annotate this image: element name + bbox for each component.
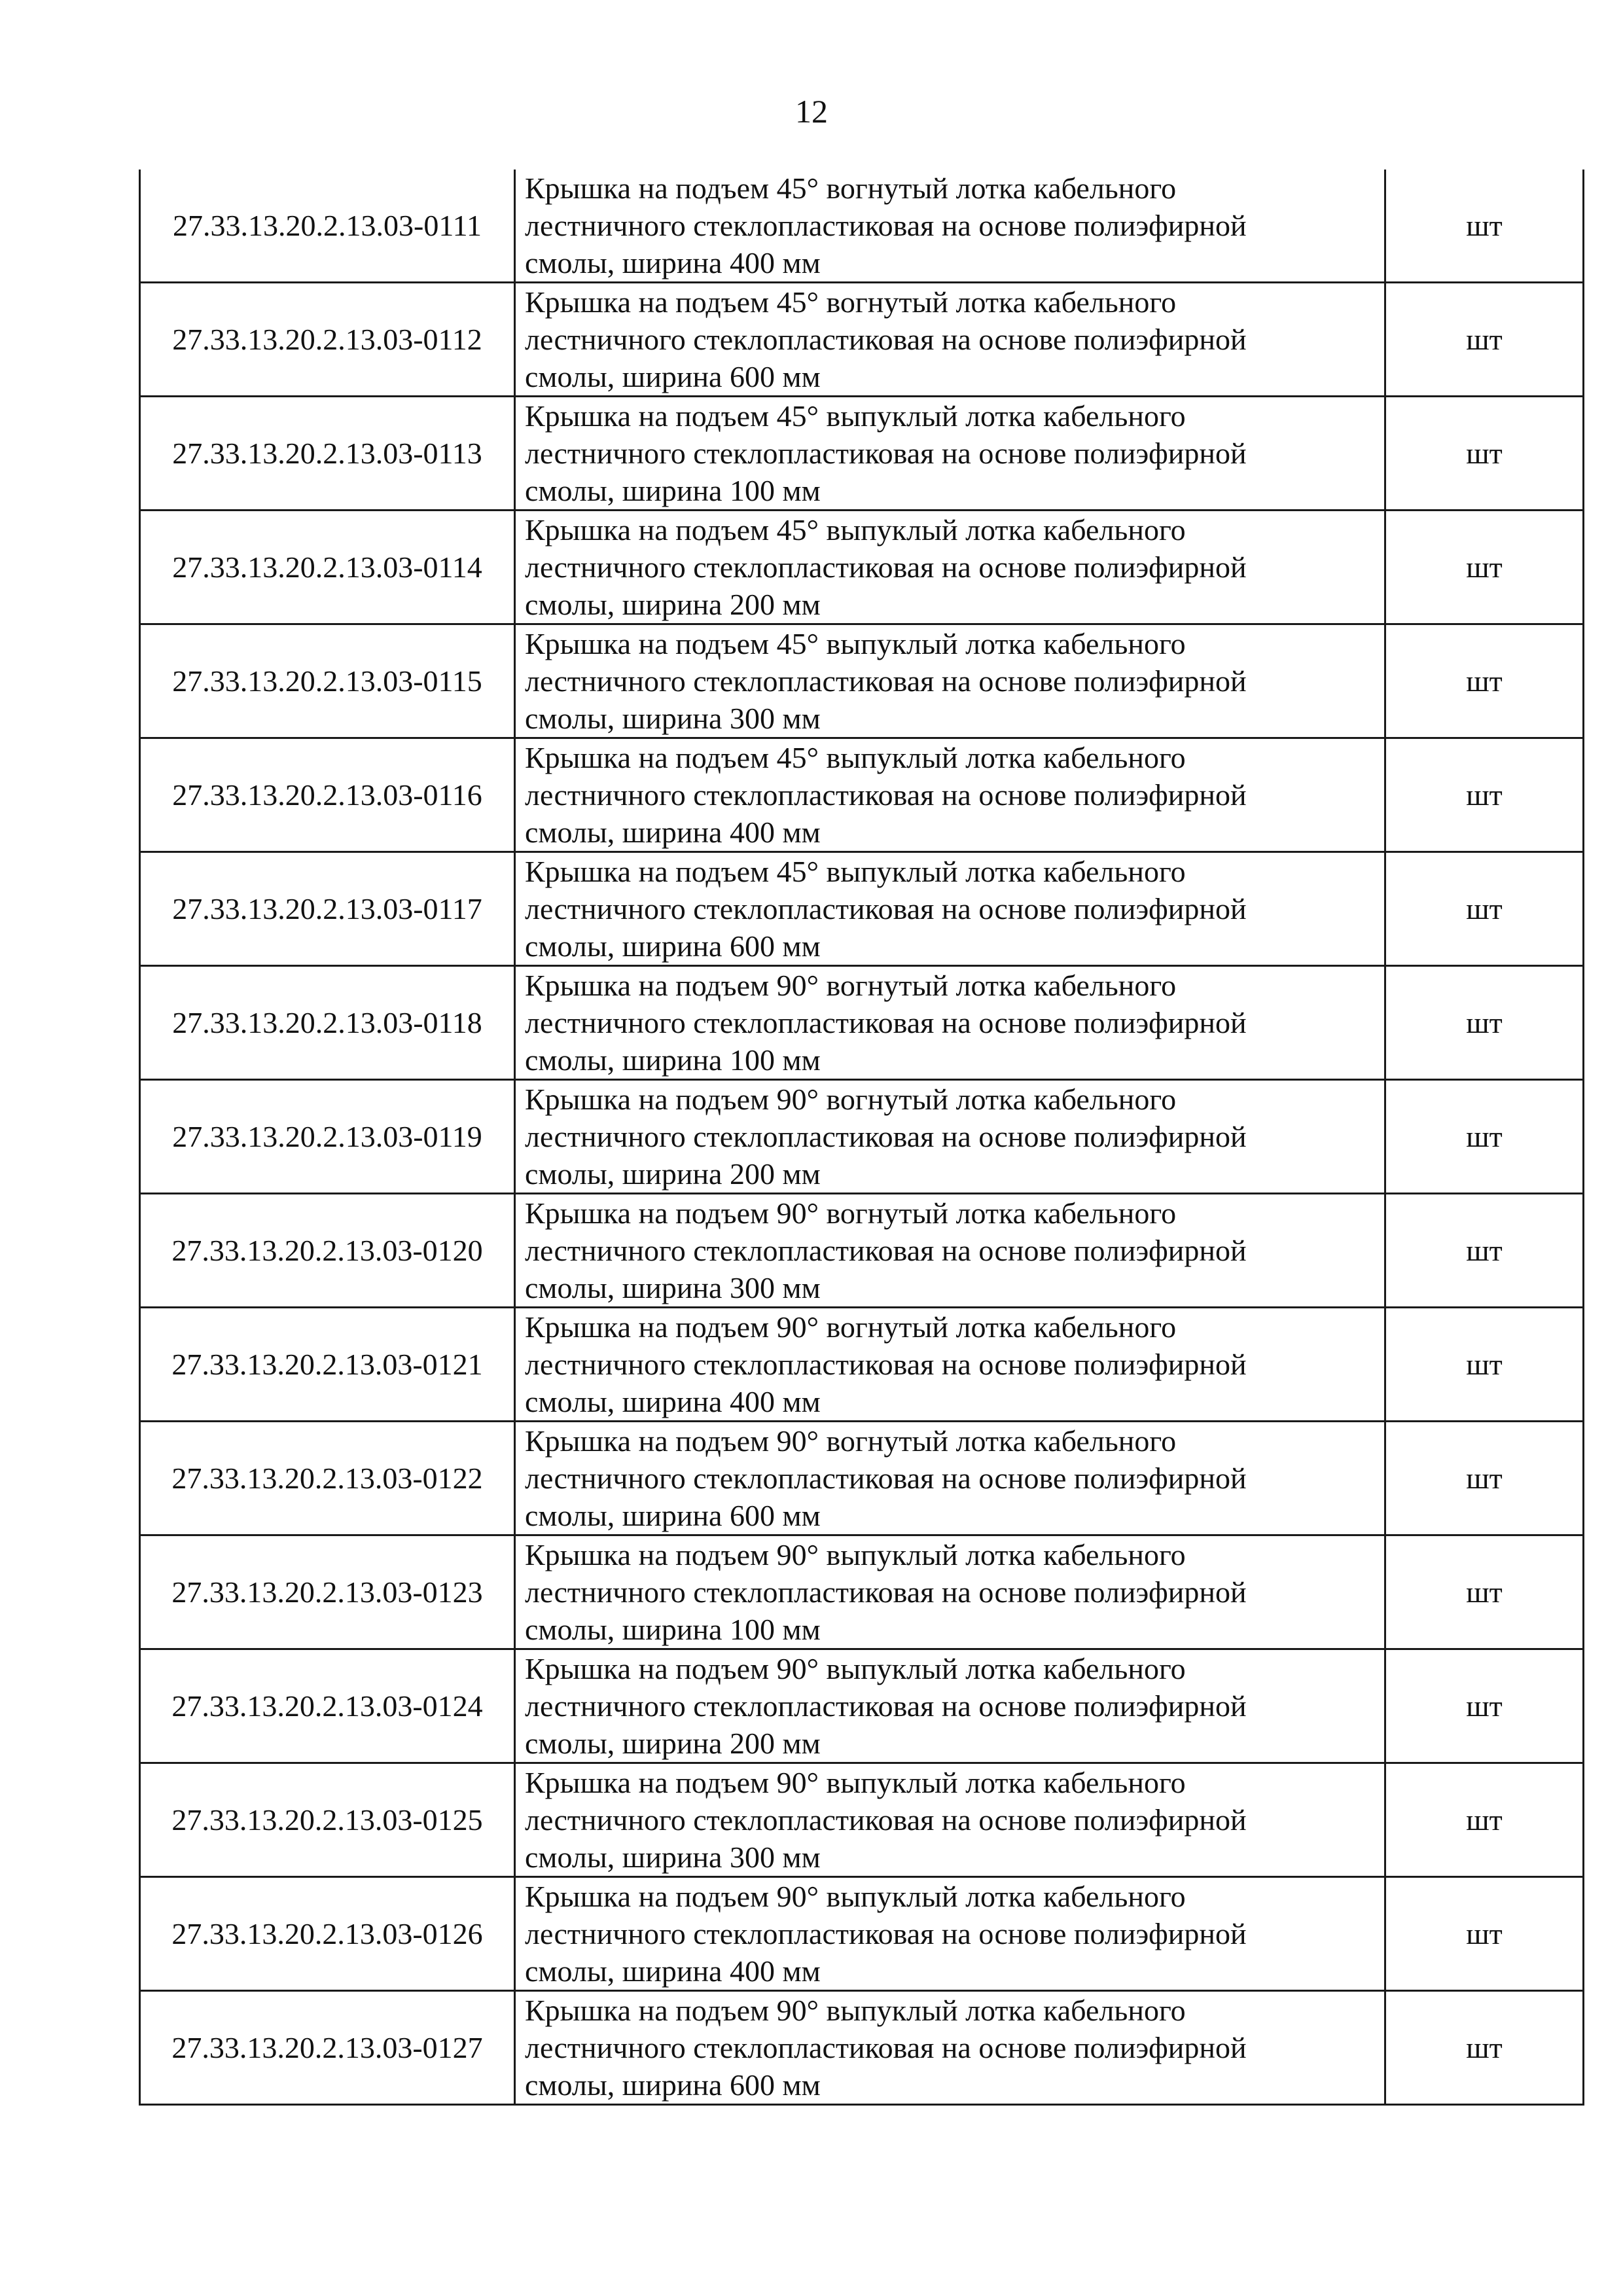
resource-code-cell: 27.33.13.20.2.13.03-0111 <box>140 170 515 283</box>
description-line: смолы, ширина 100 мм <box>525 1613 821 1646</box>
unit-cell: шт <box>1385 1877 1584 1991</box>
unit-cell: шт <box>1385 738 1584 852</box>
description-line: смолы, ширина 300 мм <box>525 1840 821 1874</box>
description-line: смолы, ширина 100 мм <box>525 1043 821 1077</box>
unit-cell: шт <box>1385 1649 1584 1763</box>
resource-code-cell: 27.33.13.20.2.13.03-0114 <box>140 511 515 624</box>
resource-description-cell <box>515 1194 1385 1308</box>
resource-description-cell <box>515 1308 1385 1422</box>
table-row <box>140 1308 1584 1422</box>
table-row <box>140 852 1584 966</box>
unit-cell: шт <box>1385 283 1584 397</box>
unit-cell: шт <box>1385 1422 1584 1535</box>
unit-cell: шт <box>1385 1991 1584 2105</box>
unit-cell: шт <box>1385 966 1584 1080</box>
resource-code-cell: 27.33.13.20.2.13.03-0115 <box>140 624 515 738</box>
resource-code-cell: 27.33.13.20.2.13.03-0123 <box>140 1535 515 1649</box>
resource-description-cell <box>515 1763 1385 1877</box>
description-line: Крышка на подъем 90° вогнутый лотка кабельного <box>525 1424 1177 1458</box>
table-row <box>140 1080 1584 1194</box>
description-line: лестничного стеклопластиковая на основе полиэфирной <box>525 1803 1247 1837</box>
description-line: Крышка на подъем 90° выпуклый лотка кабельного <box>525 1766 1186 1799</box>
description-line: смолы, ширина 200 мм <box>525 1727 821 1760</box>
resource-description-cell <box>515 1422 1385 1535</box>
unit-cell: шт <box>1385 1080 1584 1194</box>
description-line: смолы, ширина 400 мм <box>525 816 821 849</box>
description-line: Крышка на подъем 90° вогнутый лотка кабельного <box>525 1083 1177 1116</box>
table-row <box>140 1877 1584 1991</box>
resource-description-cell <box>515 1080 1385 1194</box>
unit-cell: шт <box>1385 397 1584 511</box>
resource-description-cell <box>515 624 1385 738</box>
description-line: лестничного стеклопластиковая на основе полиэфирной <box>525 437 1247 470</box>
resource-description-cell <box>515 966 1385 1080</box>
description-line: смолы, ширина 100 мм <box>525 474 821 507</box>
resource-table <box>139 170 1584 2106</box>
description-line: смолы, ширина 400 мм <box>525 1954 821 1988</box>
table-row <box>140 397 1584 511</box>
description-line: Крышка на подъем 90° вогнутый лотка кабельного <box>525 969 1177 1002</box>
description-line: лестничного стеклопластиковая на основе полиэфирной <box>525 550 1247 584</box>
description-line: смолы, ширина 600 мм <box>525 1499 821 1532</box>
resource-code-cell: 27.33.13.20.2.13.03-0124 <box>140 1649 515 1763</box>
description-line: смолы, ширина 600 мм <box>525 929 821 963</box>
resource-code-cell: 27.33.13.20.2.13.03-0126 <box>140 1877 515 1991</box>
unit-cell: шт <box>1385 170 1584 283</box>
description-line: Крышка на подъем 90° выпуклый лотка кабельного <box>525 1994 1186 2027</box>
description-line: смолы, ширина 600 мм <box>525 2068 821 2102</box>
resource-code-cell: 27.33.13.20.2.13.03-0112 <box>140 283 515 397</box>
description-line: Крышка на подъем 45° вогнутый лотка кабельного <box>525 285 1177 319</box>
description-line: лестничного стеклопластиковая на основе полиэфирной <box>525 1006 1247 1039</box>
table-row <box>140 738 1584 852</box>
unit-cell: шт <box>1385 511 1584 624</box>
resource-code-cell: 27.33.13.20.2.13.03-0127 <box>140 1991 515 2105</box>
description-line: лестничного стеклопластиковая на основе полиэфирной <box>525 1689 1247 1723</box>
description-line: Крышка на подъем 45° выпуклый лотка кабельного <box>525 513 1186 547</box>
table-row <box>140 1535 1584 1649</box>
description-line: смолы, ширина 300 мм <box>525 1271 821 1304</box>
description-line: лестничного стеклопластиковая на основе полиэфирной <box>525 1575 1247 1609</box>
description-line: Крышка на подъем 45° выпуклый лотка кабельного <box>525 855 1186 888</box>
description-line: Крышка на подъем 90° вогнутый лотка кабельного <box>525 1310 1177 1344</box>
description-line: Крышка на подъем 45° вогнутый лотка кабельного <box>525 171 1177 205</box>
resource-code-cell: 27.33.13.20.2.13.03-0118 <box>140 966 515 1080</box>
description-line: смолы, ширина 300 мм <box>525 702 821 735</box>
resource-code-cell: 27.33.13.20.2.13.03-0125 <box>140 1763 515 1877</box>
description-line: лестничного стеклопластиковая на основе полиэфирной <box>525 1462 1247 1495</box>
table-row <box>140 1422 1584 1535</box>
description-line: Крышка на подъем 90° выпуклый лотка кабельного <box>525 1880 1186 1913</box>
resource-code-cell: 27.33.13.20.2.13.03-0116 <box>140 738 515 852</box>
resource-description-cell <box>515 1649 1385 1763</box>
resource-description-cell <box>515 1877 1385 1991</box>
description-line: лестничного стеклопластиковая на основе полиэфирной <box>525 664 1247 698</box>
unit-cell: шт <box>1385 1308 1584 1422</box>
resource-description-cell <box>515 1535 1385 1649</box>
description-line: лестничного стеклопластиковая на основе полиэфирной <box>525 1120 1247 1153</box>
description-line: лестничного стеклопластиковая на основе полиэфирной <box>525 778 1247 812</box>
resource-description-cell <box>515 170 1385 283</box>
description-line: смолы, ширина 400 мм <box>525 1385 821 1418</box>
resource-description-cell <box>515 738 1385 852</box>
description-line: лестничного стеклопластиковая на основе полиэфирной <box>525 2031 1247 2064</box>
page-number: 12 <box>795 93 828 130</box>
unit-cell: шт <box>1385 852 1584 966</box>
table-body <box>140 170 1584 2105</box>
description-line: Крышка на подъем 90° выпуклый лотка кабельного <box>525 1538 1186 1571</box>
table-row <box>140 170 1584 283</box>
description-line: Крышка на подъем 45° выпуклый лотка кабельного <box>525 399 1186 433</box>
resource-code-cell: 27.33.13.20.2.13.03-0120 <box>140 1194 515 1308</box>
resource-code-cell: 27.33.13.20.2.13.03-0117 <box>140 852 515 966</box>
description-line: смолы, ширина 600 мм <box>525 360 821 393</box>
table-row <box>140 511 1584 624</box>
description-line: Крышка на подъем 45° выпуклый лотка кабельного <box>525 627 1186 660</box>
unit-cell: шт <box>1385 624 1584 738</box>
description-line: лестничного стеклопластиковая на основе полиэфирной <box>525 1234 1247 1267</box>
table-row <box>140 1649 1584 1763</box>
unit-cell: шт <box>1385 1763 1584 1877</box>
description-line: смолы, ширина 200 мм <box>525 1157 821 1191</box>
table-row <box>140 966 1584 1080</box>
description-line: лестничного стеклопластиковая на основе полиэфирной <box>525 1348 1247 1381</box>
description-line: лестничного стеклопластиковая на основе полиэфирной <box>525 209 1247 242</box>
resource-code-cell: 27.33.13.20.2.13.03-0121 <box>140 1308 515 1422</box>
table-row <box>140 283 1584 397</box>
description-line: лестничного стеклопластиковая на основе полиэфирной <box>525 323 1247 356</box>
description-line: Крышка на подъем 90° вогнутый лотка кабельного <box>525 1196 1177 1230</box>
unit-cell: шт <box>1385 1535 1584 1649</box>
resource-code-cell: 27.33.13.20.2.13.03-0122 <box>140 1422 515 1535</box>
resource-code-cell: 27.33.13.20.2.13.03-0113 <box>140 397 515 511</box>
description-line: смолы, ширина 200 мм <box>525 588 821 621</box>
table-row <box>140 624 1584 738</box>
description-line: Крышка на подъем 90° выпуклый лотка кабельного <box>525 1652 1186 1685</box>
resource-description-cell <box>515 511 1385 624</box>
resource-code-cell: 27.33.13.20.2.13.03-0119 <box>140 1080 515 1194</box>
table-row <box>140 1194 1584 1308</box>
description-line: лестничного стеклопластиковая на основе полиэфирной <box>525 1917 1247 1950</box>
table-row <box>140 1763 1584 1877</box>
unit-cell: шт <box>1385 1194 1584 1308</box>
resource-description-cell <box>515 397 1385 511</box>
table-row <box>140 1991 1584 2105</box>
resource-description-cell <box>515 1991 1385 2105</box>
resource-description-cell <box>515 852 1385 966</box>
description-line: смолы, ширина 400 мм <box>525 246 821 279</box>
description-line: Крышка на подъем 45° выпуклый лотка кабельного <box>525 741 1186 774</box>
description-line: лестничного стеклопластиковая на основе полиэфирной <box>525 892 1247 925</box>
resource-description-cell <box>515 283 1385 397</box>
